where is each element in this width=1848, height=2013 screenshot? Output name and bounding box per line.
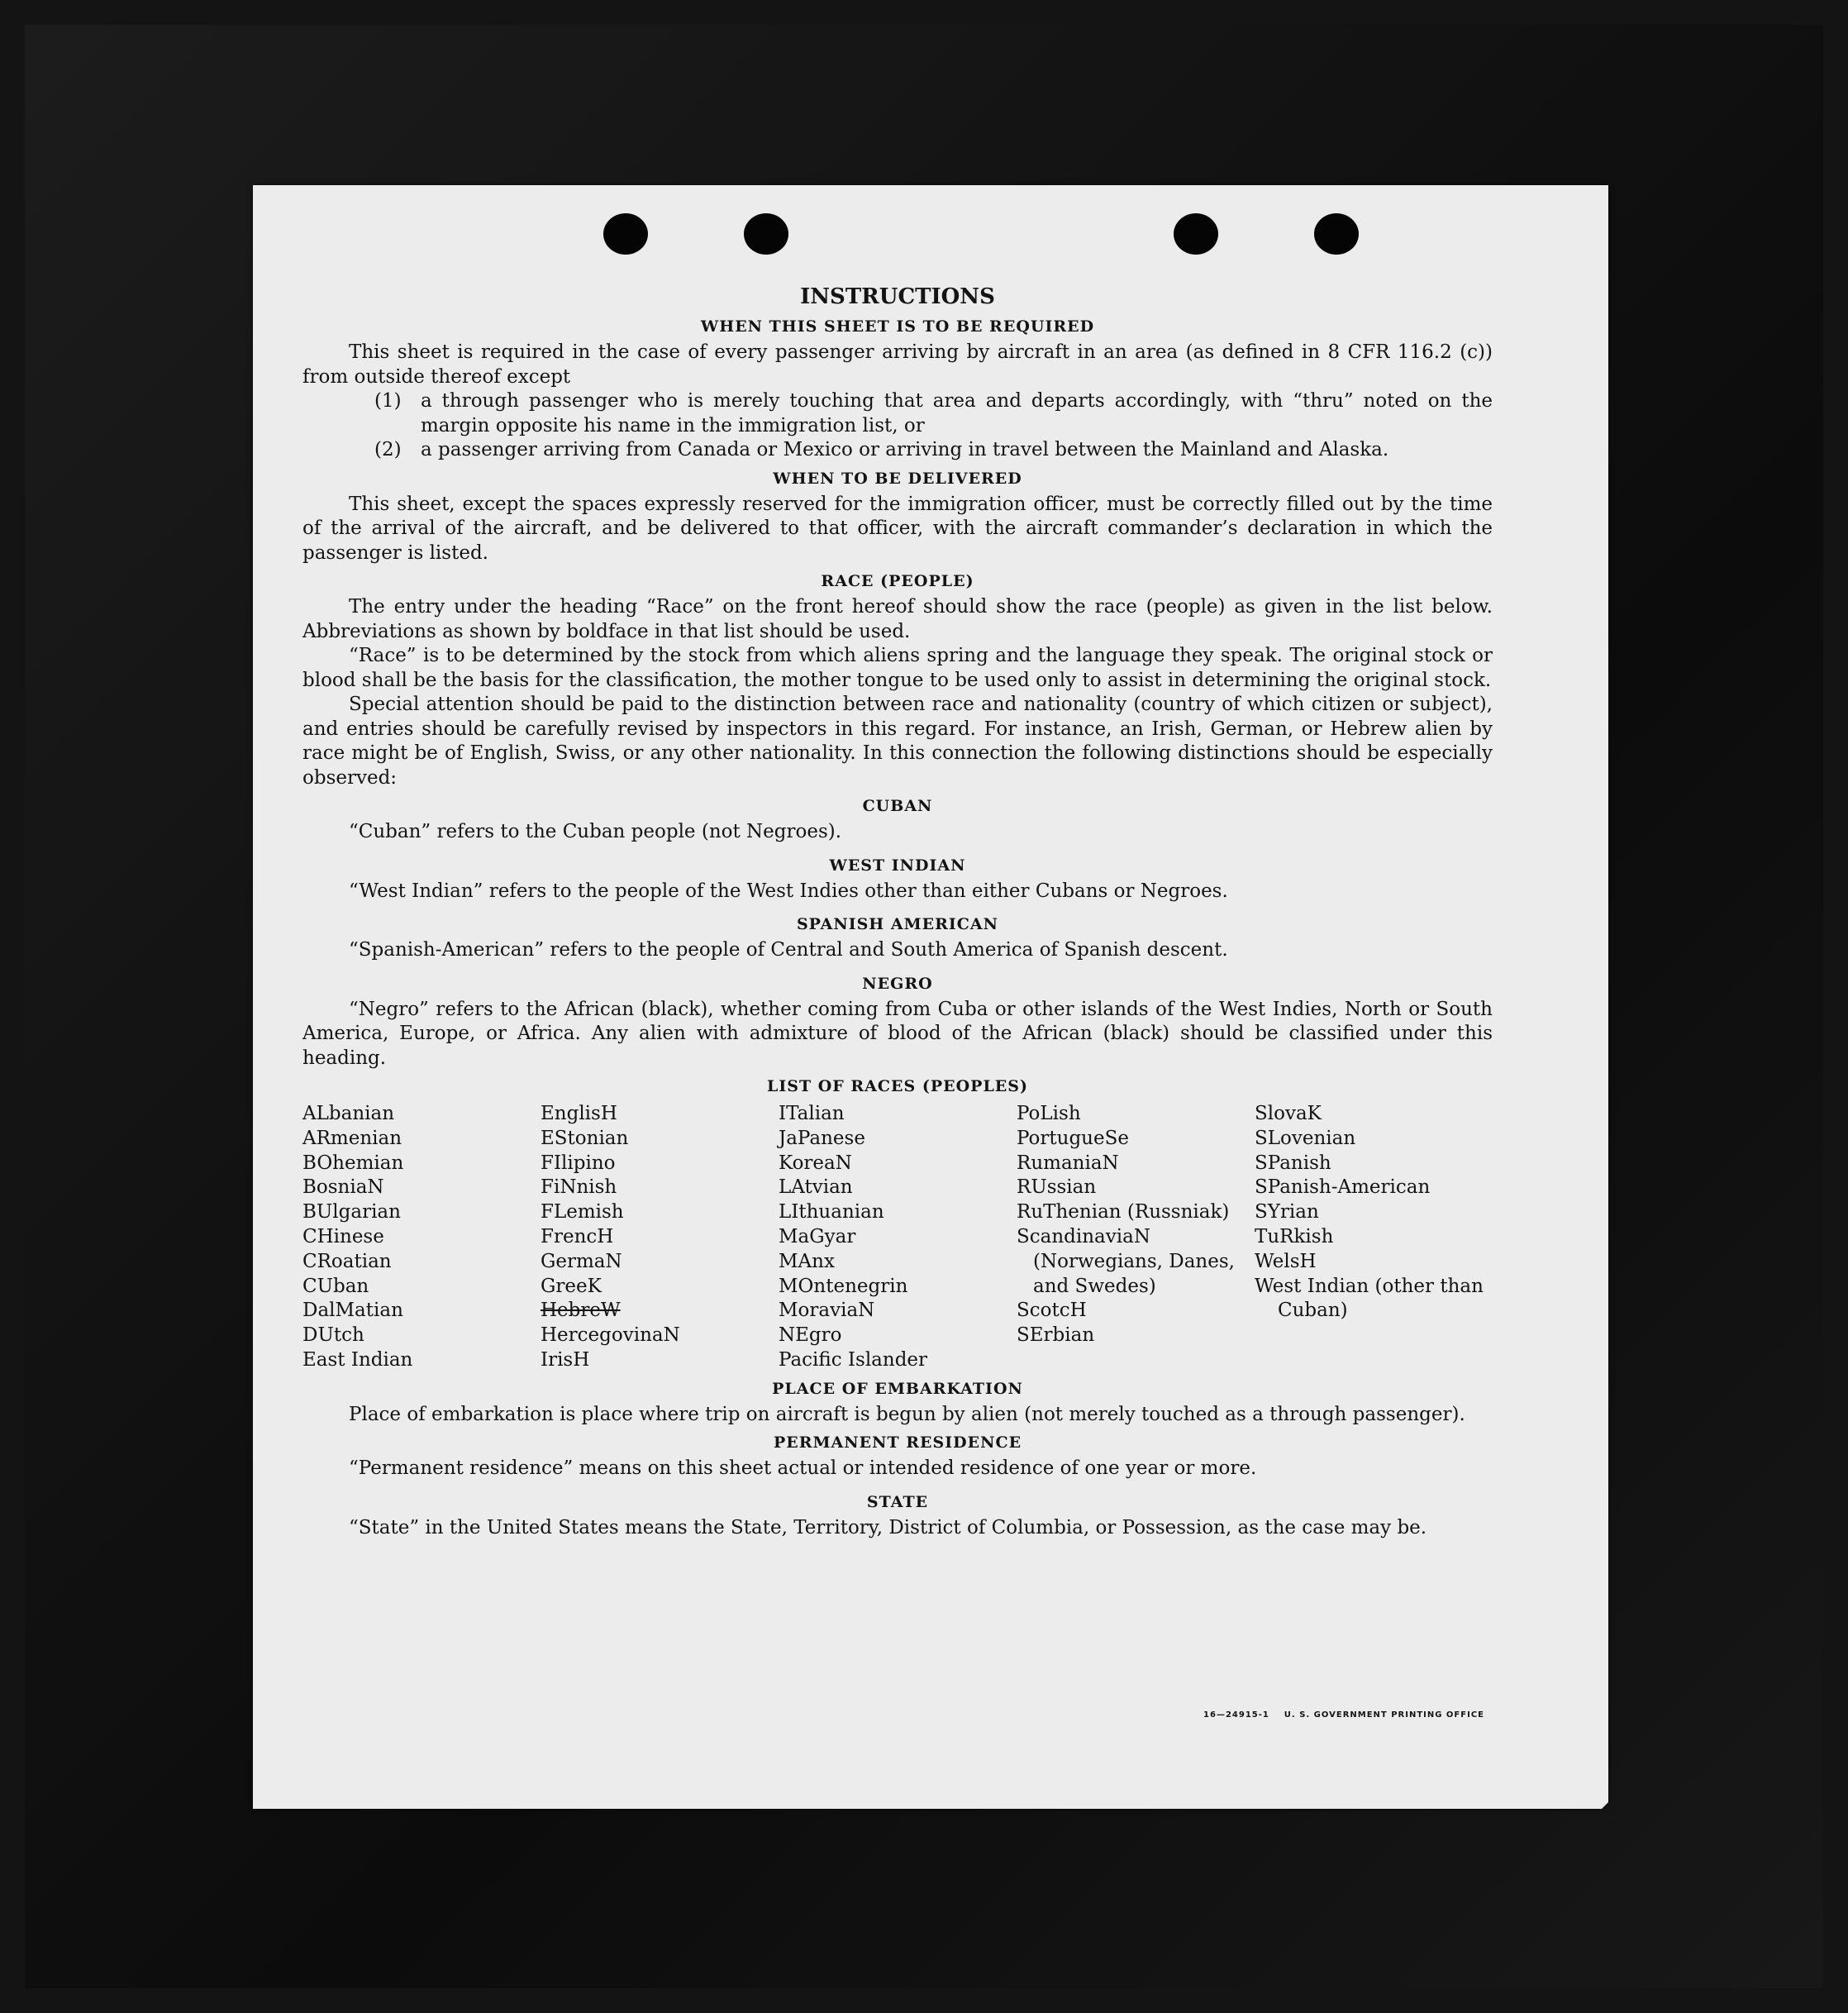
race-entry: MAnx [779, 1250, 835, 1272]
paragraph-when-delivered: This sheet, except the spaces expressly reserved for the immigration officer, must be correctly filled out by the time of the arrival of the aircraft, and be delivered to that officer, with the aircraft commander’s declaration in which the passenger is listed. [302, 493, 1493, 564]
race-entry: SPanish-American [1255, 1176, 1431, 1199]
race-entry: TuRkish [1255, 1225, 1334, 1247]
paragraph-cuban: “Cuban” refers to the Cuban people (not Negroes). [349, 821, 842, 842]
heading-list-of-races: LIST OF RACES (PEOPLES) [767, 1077, 1028, 1095]
race-entry: PortugueSe [1017, 1127, 1129, 1149]
race-entry: FiNnish [541, 1176, 617, 1199]
list-item-exception-2 [302, 438, 1493, 463]
heading-race: RACE (PEOPLE) [821, 572, 974, 590]
heading-cuban: CUBAN [862, 797, 933, 815]
race-entry: FIlipino [541, 1152, 616, 1174]
race-entry: East Indian [302, 1348, 413, 1371]
list-item-number: (2) [374, 439, 402, 460]
list-item-number: (1) [374, 390, 402, 412]
race-entry: SLovenian [1255, 1127, 1356, 1149]
race-entry: SlovaK [1255, 1103, 1322, 1124]
punch-hole [1314, 213, 1359, 255]
race-entry: SYrian [1255, 1201, 1319, 1224]
instructions-body [302, 284, 1493, 1540]
form-number: 16—24915-1 [1203, 1710, 1269, 1720]
paragraph-when-required: This sheet is required in the case of every passenger arriving by aircraft in an area (as defined in 8 CFR 116.2 (c)) from outside thereof except [302, 341, 1493, 388]
heading-negro: NEGRO [862, 974, 933, 993]
paragraph-spanish-american: “Spanish-American” refers to the people of Central and South America of Spanish descent. [349, 939, 1228, 961]
race-entry: RuThenian (Russniak) [1017, 1201, 1230, 1224]
list-item-text: a passenger arriving from Canada or Mexico or arriving in travel between the Mainland and Alaska. [421, 439, 1389, 460]
race-entry: LAtvian [779, 1176, 853, 1199]
race-entry: MoraviaN [779, 1300, 875, 1322]
race-entry: EnglisH [541, 1103, 617, 1124]
race-entry: SErbian [1017, 1324, 1095, 1347]
race-entry: CHinese [302, 1225, 384, 1247]
race-entry: HercegovinaN [541, 1324, 680, 1347]
race-column-5 [1255, 1102, 1493, 1373]
heading-state: STATE [866, 1492, 929, 1511]
race-column-1 [302, 1102, 541, 1373]
race-column-4 [1017, 1102, 1255, 1373]
heading-place-of-embarkation: PLACE OF EMBARKATION [772, 1379, 1023, 1398]
race-entry: MOntenegrin [779, 1275, 908, 1297]
race-entry: KoreaN [779, 1152, 852, 1174]
race-entry: DalMatian [302, 1300, 403, 1322]
race-entry: IrisH [541, 1348, 590, 1371]
race-entry: ScotcH [1017, 1300, 1087, 1322]
race-entry: JaPanese [779, 1127, 865, 1149]
race-entry: CUban [302, 1275, 369, 1297]
punch-hole [603, 213, 648, 255]
paragraph-negro: “Negro” refers to the African (black), whether coming from Cuba or other islands of the West Indies, North or South America, Europe, or Africa. Any alien with admixture of blood of the African (black) should be classified under this heading. [302, 998, 1493, 1069]
document-page [253, 185, 1608, 1809]
race-entry: GreeK [541, 1275, 602, 1297]
race-entry: SPanish [1255, 1152, 1331, 1174]
printer-imprint [1203, 1710, 1484, 1720]
race-entry: ITalian [779, 1103, 845, 1124]
race-entry: DUtch [302, 1324, 364, 1347]
race-entry: EStonian [541, 1127, 629, 1149]
paragraph-state: “State” in the United States means the State, Territory, District of Columbia, or Possession, as the case may be. [349, 1516, 1427, 1538]
race-entry: CRoatian [302, 1250, 392, 1272]
heading-west-indian: WEST INDIAN [829, 856, 966, 875]
race-entry: MaGyar [779, 1225, 856, 1247]
race-column-2 [541, 1102, 779, 1373]
heading-permanent-residence: PERMANENT RESIDENCE [773, 1433, 1022, 1453]
punch-hole [1174, 213, 1218, 255]
race-entry: PoLish [1017, 1103, 1081, 1124]
race-list [302, 1102, 1493, 1373]
race-entry: ARmenian [302, 1127, 402, 1149]
folded-corner [1595, 1792, 1618, 1815]
printer-name: U. S. GOVERNMENT PRINTING OFFICE [1284, 1710, 1484, 1720]
heading-when-delivered: WHEN TO BE DELIVERED [773, 469, 1022, 488]
list-item-text: a through passenger who is merely touching that area and departs accordingly, with “thru” noted on the margin opposite his name in the immigration list, or [421, 390, 1493, 436]
paragraph-race-1: The entry under the heading “Race” on the front hereof should show the race (people) as given in the list below. Abbreviations as shown by boldface in that list should be used. [302, 596, 1493, 642]
race-entry: RUssian [1017, 1176, 1097, 1199]
race-entry-struck: HebreW [541, 1300, 621, 1322]
paragraph-embarkation: Place of embarkation is place where trip on aircraft is begun by alien (not merely touched as a through passenger). [349, 1403, 1465, 1425]
race-column-3 [779, 1102, 1017, 1373]
race-entry: GermaN [541, 1250, 622, 1272]
page-title: INSTRUCTIONS [800, 284, 995, 309]
race-entry: LIthuanian [779, 1201, 884, 1224]
race-entry: NEgro [779, 1324, 842, 1347]
paragraph-west-indian: “West Indian” refers to the people of the West Indies other than either Cubans or Negroes. [349, 880, 1228, 902]
paragraph-race-3: Special attention should be paid to the distinction between race and nationality (country of which citizen or subject), and entries should be carefully revised by inspectors in this regard. For instance, an Irish, German, or Hebrew alien by race might be of English, Swiss, or any other nationality. In this connection the following distinctions should be especially observed: [302, 694, 1493, 789]
race-entry: ScandinaviaN (Norwegians, Danes, and Swedes) [1017, 1225, 1235, 1297]
race-entry: West Indian (other than Cuban) [1255, 1275, 1484, 1322]
race-entry: BUlgarian [302, 1201, 401, 1224]
race-entry: RumaniaN [1017, 1152, 1119, 1174]
race-entry: FrencH [541, 1225, 614, 1247]
punch-hole [744, 213, 788, 255]
race-entry: BOhemian [302, 1152, 404, 1174]
race-entry: BosniaN [302, 1176, 384, 1199]
race-entry: Pacific Islander [779, 1348, 928, 1371]
race-entry: FLemish [541, 1201, 624, 1224]
paragraph-residence: “Permanent residence” means on this sheet actual or intended residence of one year or more. [349, 1457, 1257, 1480]
paragraph-race-2: “Race” is to be determined by the stock from which aliens spring and the language they speak. The original stock or blood shall be the basis for the classification, the mother tongue to be used only to assist in determining the original stock. [302, 645, 1493, 691]
race-entry: ALbanian [302, 1103, 395, 1124]
heading-spanish-american: SPANISH AMERICAN [796, 915, 999, 933]
list-item-exception-1 [302, 389, 1493, 438]
race-entry: WelsH [1255, 1250, 1317, 1272]
heading-when-required: WHEN THIS SHEET IS TO BE REQUIRED [700, 317, 1095, 336]
